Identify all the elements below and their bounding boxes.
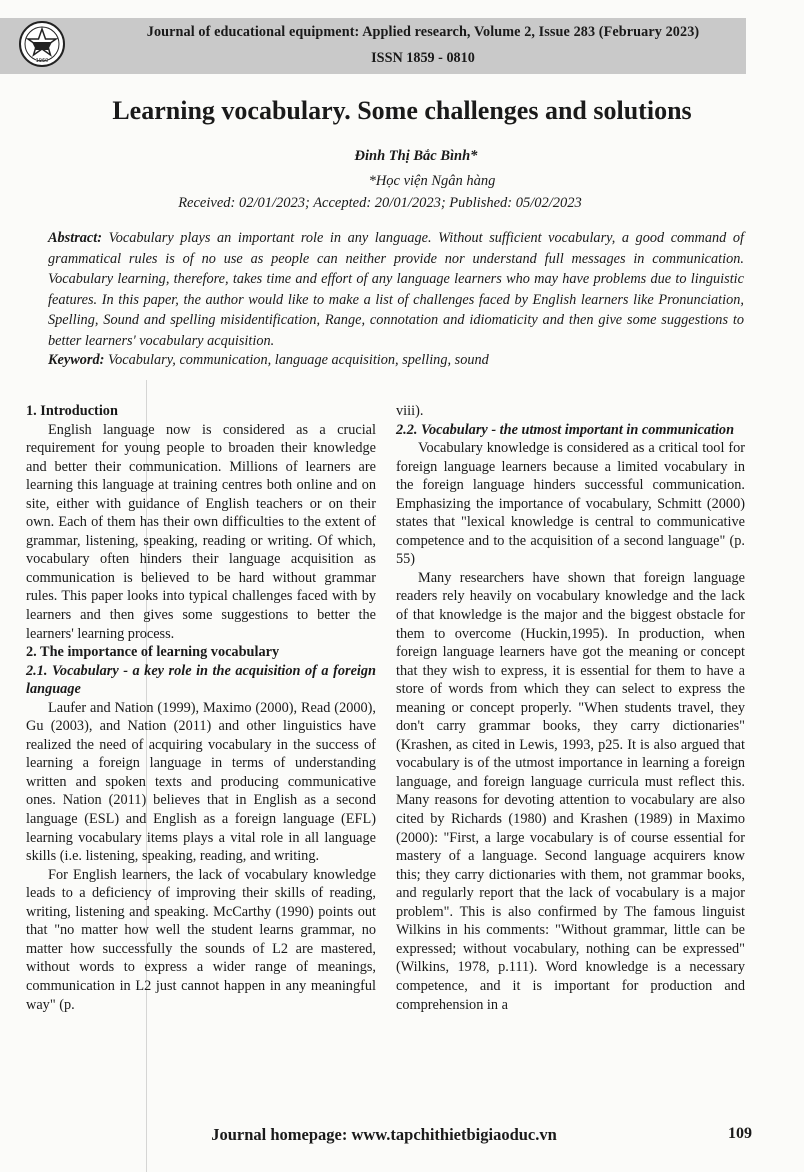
issn-line: ISSN 1859 - 0810 <box>371 50 475 66</box>
abstract-label: Abstract: <box>48 230 103 246</box>
section-heading-importance: 2. The importance of learning vocabulary <box>26 644 280 661</box>
paragraph: Vocabulary knowledge is considered as a critical tool for foreign language learners because a limited vocabulary in the foreign language hinders successful communication. Emphasizing the importance of vocabulary, Schmitt (2000) states that "lexical knowledge is central to communicative competence and to the acquisition of a second language" (p. 55) <box>396 440 745 568</box>
journal-homepage: Journal homepage: www.tapchithietbigiaoduc.vn <box>211 1125 557 1144</box>
keyword-label: Keyword: <box>48 352 105 368</box>
page-number: 109 <box>728 1125 752 1142</box>
paragraph: viii). <box>396 403 424 419</box>
keywords <box>48 350 744 370</box>
keyword-text: Vocabulary, communication, language acquisition, spelling, sound <box>104 352 489 368</box>
subsection-heading-2-2: 2.2. Vocabulary - the utmost important in communication <box>396 421 735 438</box>
paragraph: Laufer and Nation (1999), Maximo (2000), Read (2000), Gu (2003), and Nation (2011) and other linguistics have realized the need of acquiring vocabulary in the success of learning a foreign language in terms of understanding written and spoken texts and producing communicative ones. Nation (2011) believes that in English as a second language (ESL) and English as a foreign language (EFL) learning vocabulary items plays a vital role in all language skills (i.e. listening, speaking, reading, and writing. <box>26 699 376 865</box>
article-author: Đinh Thị Bắc Bình* <box>354 148 478 164</box>
article-dates: Received: 02/01/2023; Accepted: 20/01/2023; Published: 05/02/2023 <box>178 195 582 211</box>
left-column <box>26 402 376 1014</box>
right-column <box>396 402 745 1014</box>
logo-year: 1960 <box>35 58 49 64</box>
paragraph: For English learners, the lack of vocabulary knowledge leads to a deficiency of improving their skills of reading, writing, listening and speaking. McCarthy (1990) points out that "no matter how well the student learns grammar, no matter how successfully the sounds of L2 are mastered, without words to express a wider range of meanings, communication in L2 just cannot happen in any meaningful way" (p. <box>26 866 376 1013</box>
abstract-text: Vocabulary plays an important role in any language. Without sufficient vocabulary, a good command of grammatical rules is of no use as people can neither provide nor understand full messages in communication. Vocabulary learning, therefore, takes time and effort of any language learners who may have problems due to linguistic features. In this paper, the author would like to make a list of challenges faced by English learners like Pronunciation, Spelling, Sound and spelling misidentification, Range, connotation and idiomaticity and then give some suggestions to better learners' vocabulary acquisition. <box>48 230 744 349</box>
abstract <box>48 228 744 351</box>
section-heading-introduction: 1. Introduction <box>26 403 118 419</box>
subsection-heading-2-1: 2.1. Vocabulary - a key role in the acquisition of a foreign language <box>26 662 376 698</box>
paragraph: Many researchers have shown that foreign language readers rely heavily on vocabulary knowledge and the lack of that knowledge is the major and the biggest obstacle for them to overcome (Huckin,1995). In production, when foreign language learners have got the meaning or concept that they wish to express, it is essential for them to have a store of words from which they can select to express the meaning or concept properly. "When students travel, they don't carry grammar books, they carry dictionaries" (Krashen, as cited in Lewis, 1993, p25. It is also argued that vocabulary is of the utmost importance in learning a foreign language, and foreign language curricula must reflect this. Many reasons for devoting attention to vocabulary are also cited by Richards (1980) and Krashen (1989) in Maximo (2000): "First, a large vocabulary is of course essential for mastery of a language. Second language acquirers know this; they carry dictionaries with them, not grammar books, and regularly report that the lack of vocabulary is a major problem". This is also confirmed by The famous linguist Wilkins in his comments: "Without grammar, little can be expressed; without vocabulary, nothing can be expressed"(Wilkins, 1978, p.111). Word knowledge is a necessary competence, and it is important for production and comprehension in a <box>396 569 745 1013</box>
article-affiliation: *Học viện Ngân hàng <box>368 173 496 189</box>
article-title: Learning vocabulary. Some challenges and solutions <box>112 96 692 125</box>
journal-logo-icon <box>18 20 66 68</box>
paragraph: English language now is considered as a crucial requirement for young people to broaden their knowledge and better their communication. Millions of learners are learning this language at training centres both online and on site, either with guidance of English teachers or on their own. Each of them has their own difficulties to the extent of grammar, listening, speaking, reading or writing. Of which, vocabulary often hinders their language acquisition as communication is believed to be hard without grammar rules. This paper looks into typical challenges faced with by learners and then gives some suggestions to better the learners' learning process. <box>26 421 376 642</box>
journal-line: Journal of educational equipment: Applied research, Volume 2, Issue 283 (February 2023) <box>146 24 700 40</box>
